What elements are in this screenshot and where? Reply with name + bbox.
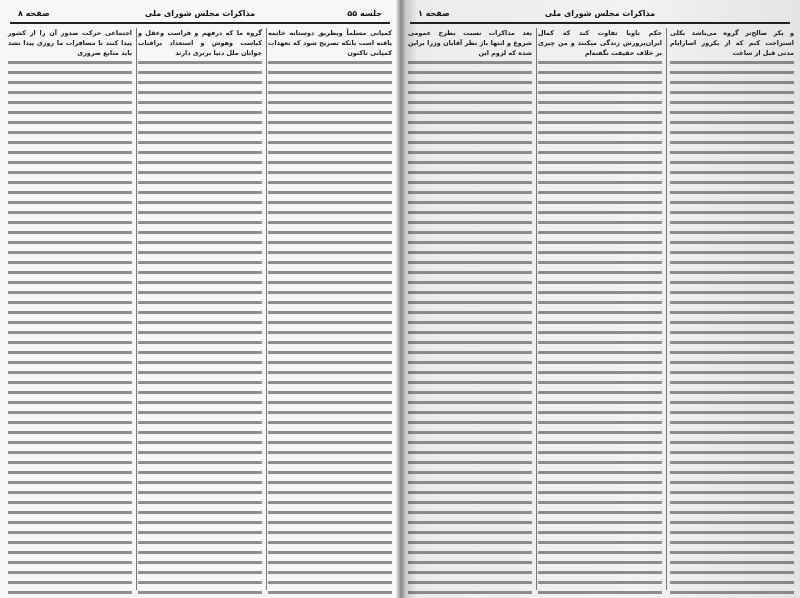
column-opening-text: اجتماعی حرکت صدور آن را از کشور پیدا کنند تا مسافرات ما روزی پیدا نشد باید منابع ضروری [8,29,132,57]
session-label: جلسه ۵۵ [347,9,382,18]
column-body-text [8,58,132,598]
text-column [138,28,262,592]
column-opening-text: گروه ما که درفهم و فراست وعقل و کیاست وهوش و استعداد برافتاب جوانان ملل دنیا برتری دارند [138,29,262,57]
column-divider [536,28,537,590]
header-rule [410,22,790,24]
page-number: صفحه ۸ [18,9,50,18]
text-column [8,28,132,592]
column-divider [136,28,137,590]
column-opening-text: بعد مذاکرات نسبت بطرح عمومی شروع و انتها باز نظر آقایان وزرا براین شده که لزوم این [408,29,532,57]
page-title: مذاکرات مجلس شورای ملی [544,9,656,18]
header-rule [10,22,390,24]
column-divider [666,28,667,590]
column-opening-text: و بکر صالح‌تر گروه می‌باشد بکلی استراحت کنم که از بکروز اسارایام مدتی قبل از ساعت [670,29,794,57]
right-newspaper-page [400,0,800,598]
column-opening-text: حکم تاوبا تفاوت کند که کمال ایران‌پرورش زندگی میکنند و من چیزی بر خلاف حقیقت نگفته‌ام [538,29,662,57]
column-body-text [670,58,794,598]
page-fold [396,0,406,598]
text-column [268,28,392,592]
column-body-text [268,58,392,598]
column-divider [266,28,267,590]
column-opening-text: کمپانی مسلماً وبطریق دوستانه خاتمه یافته است بانکه تصریح شود که تعهدات کمپانی تاکنون [268,29,392,57]
column-body-text [538,58,662,598]
column-body-text [138,58,262,598]
text-column [408,28,532,592]
text-column [670,28,794,592]
page-number: صفحه ۱ [418,9,450,18]
column-body-text [408,58,532,598]
text-column [538,28,662,592]
page-title: مذاکرات مجلس شورای ملی [144,9,256,18]
page-header [8,6,392,22]
page-header [408,6,792,22]
